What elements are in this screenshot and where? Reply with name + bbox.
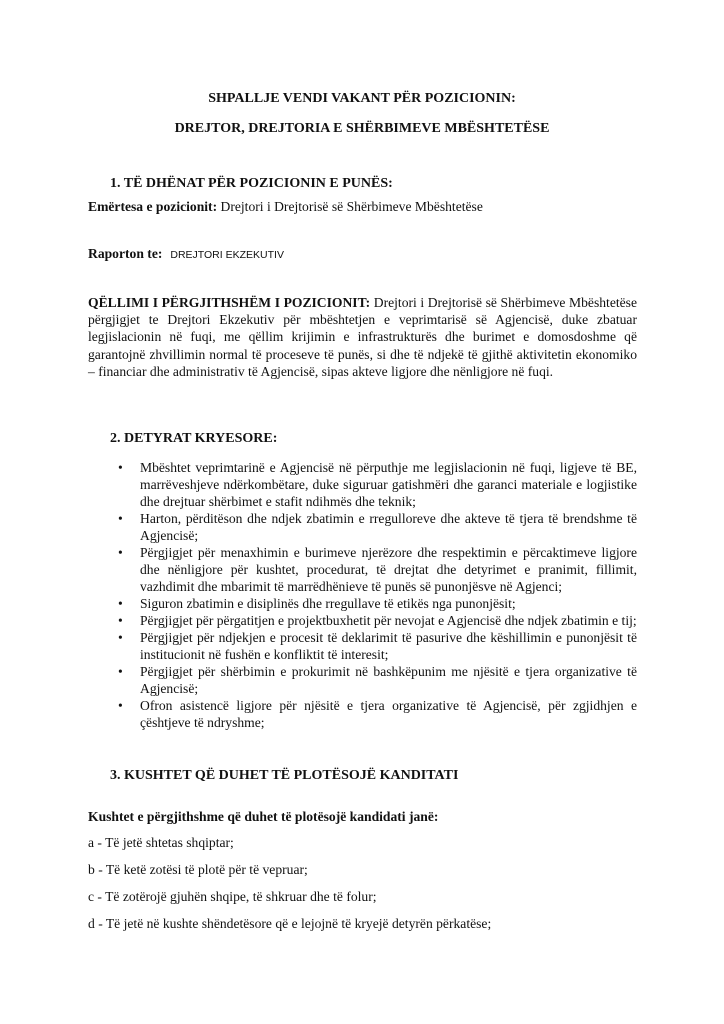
section1-heading: 1. TË DHËNAT PËR POZICIONIN E PUNËS: (110, 176, 393, 191)
condition-item: c - Të zotërojë gjuhën shqipe, të shkruar dhe të folur; (88, 889, 377, 904)
condition-item: b - Të ketë zotësi të plotë për të vepruar; (88, 862, 308, 877)
reports-to-label: Raporton te: (88, 246, 163, 261)
bullet-icon: • (118, 511, 123, 526)
condition-item: d - Të jetë në kushte shëndetësore që e lejojnë të kryejë detyrën përkatëse; (88, 916, 492, 931)
bullet-icon: • (118, 698, 123, 713)
bullet-icon: • (118, 596, 123, 611)
purpose-paragraph (88, 294, 637, 380)
reports-to-row (88, 245, 638, 264)
list-item: • Përgjigjet për përgatitjen e projektbuxhetit për nevojat e Agjencisë dhe ndjek zbatimin e tij; (118, 613, 637, 628)
bullet-icon: • (118, 460, 123, 475)
position-title-label: Emërtesa e pozicionit: (88, 199, 218, 214)
purpose-label: QËLLIMI I PËRGJITHSHËM I POZICIONIT: (88, 295, 371, 310)
list-item: • Përgjigjet për shërbimin e prokurimit në bashkëpunim me njësitë e tjera organizative të Agjencisë; (118, 664, 637, 696)
bullet-icon: • (118, 664, 123, 679)
list-item: • Përgjigjet për menaxhimin e burimeve njerëzore dhe respektimin e përcaktimeve ligjore dhe nënligjore për kushtet, procedurat, të drejtat dhe detyrimet e pranimit, fillimit, vazhdimit dhe mbarimit të marrëdhënieve të punës së punonjësve në Agjenci; (118, 545, 637, 594)
position-title-value: Drejtori i Drejtorisë së Shërbimeve Mbështetëse (217, 199, 483, 214)
reports-to-value: DREJTORI EKZEKUTIV (170, 249, 284, 261)
condition-item: a - Të jetë shtetas shqiptar; (88, 835, 234, 850)
bullet-icon: • (118, 545, 123, 560)
bullet-icon: • (118, 630, 123, 645)
section2-heading: 2. DETYRAT KRYESORE: (110, 431, 278, 446)
duties-list (88, 459, 637, 731)
page-title-line1: SHPALLJE VENDI VAKANT PËR POZICIONIN: (208, 91, 516, 106)
page-title-line2: DREJTOR, DREJTORIA E SHËRBIMEVE MBËSHTETËSE (174, 121, 550, 136)
list-item: • Siguron zbatimin e disiplinës dhe rregullave të etikës nga punonjësit; (118, 596, 516, 611)
list-item: • Ofron asistencë ligjore për njësitë e tjera organizative të Agjencisë, për zgjidhjen e çështjeve të ndryshme; (118, 698, 637, 730)
purpose-text: Drejtori i Drejtorisë së Shërbimeve Mbështetëse përgjigjet te Drejtori Ekzekutiv për mbështetjen e veprimtarisë së Agjencisë, duke zbatuar legjislacionin në fuqi, me qëllim krijimin e infrastrukturës dhe burimet e domosdoshme që garantojnë zhvillimin normal të proceseve të punës, si dhe të ndjekë të gjithë aktivitetin ekonomiko – financiar dhe administrativ të Agjencisë, sipas akteve ligjore dhe nënligjore në fuqi. (88, 295, 637, 379)
list-item: • Përgjigjet për ndjekjen e procesit të deklarimit të pasurive dhe këshillimin e punonjësit të institucionit në fushën e konfliktit të interesit; (118, 630, 637, 662)
list-item: • Mbështet veprimtarinë e Agjencisë në përputhje me legjislacionin në fuqi, ligjeve të BE, marrëveshjeve ndërkombëtare, duke siguruar gatishmëri dhe garanci materiale e logjistike dhe drejtuar shërbimet e stafit ndihmës dhe teknik; (118, 460, 637, 509)
list-item: • Harton, përditëson dhe ndjek zbatimin e rregulloreve dhe akteve të tjera të brendshme të Agjencisë; (118, 511, 637, 543)
bullet-icon: • (118, 613, 123, 628)
conditions-subheading: Kushtet e përgjithshme që duhet të plotësojë kandidati janë: (88, 809, 439, 824)
position-title-row (88, 198, 638, 215)
section3-heading: 3. KUSHTET QË DUHET TË PLOTËSOJË KANDITATI (110, 768, 459, 783)
